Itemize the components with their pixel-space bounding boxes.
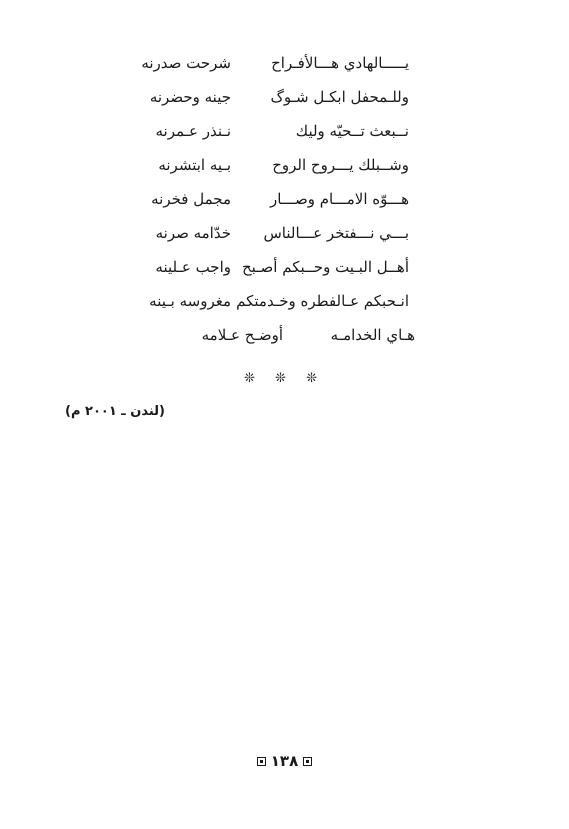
verse-line: [0, 120, 569, 154]
final-verse-line: [0, 324, 569, 356]
page-number: ١٣٨: [270, 752, 299, 770]
final-second-hemistich: أوضـح عـلامه: [201, 326, 283, 344]
final-first-hemistich: هـاي الخدامـه: [330, 326, 415, 344]
verse-first-hemistich: يـــــالهادي هـــالأفـراح: [271, 54, 409, 72]
place-date-note: (لندن ـ ٢٠٠١ م): [65, 404, 165, 419]
verse-second-hemistich: خدّامه صرنه: [155, 224, 231, 242]
page-number-footer: [0, 752, 569, 770]
verse-first-hemistich: نــبعث تــحيّه وليك: [295, 122, 409, 140]
verse-line: [0, 188, 569, 222]
verse-second-hemistich: شرحت صدرنه: [141, 54, 231, 72]
verse-first-hemistich: وللـمحفل ابكـل شـوگ: [270, 88, 409, 106]
verse-line: [0, 154, 569, 188]
verse-second-hemistich: مجمل فخرنه: [151, 190, 231, 208]
verse-line: [0, 86, 569, 120]
verse-second-hemistich: مغروسه بـينه: [149, 292, 231, 310]
verse-first-hemistich: أهــل البـيت وحــبكم أصـبح: [241, 258, 409, 276]
verse-first-hemistich: بـــي نـــفتخر عـــالناس: [263, 224, 409, 242]
verse-first-hemistich: وشــبلك يـــروح الروح: [272, 156, 409, 174]
verse-second-hemistich: جينه وحضرنه: [149, 88, 231, 106]
verse-line: [0, 52, 569, 86]
verse-line: [0, 290, 569, 324]
verse-line: [0, 256, 569, 290]
verse-second-hemistich: واجب عـلينه: [155, 258, 231, 276]
verse-line: [0, 222, 569, 256]
verse-second-hemistich: نـنذر عـمرنه: [155, 122, 231, 140]
verse-first-hemistich: هـــوّه الامـــام وصـــار: [269, 190, 409, 208]
verse-first-hemistich: انـحبكم عـالفطره وخـدمتكم: [236, 292, 409, 310]
verse-second-hemistich: بـيه ابتشرنه: [158, 156, 231, 174]
square-ornament-icon: [257, 757, 266, 766]
square-ornament-icon: [303, 757, 312, 766]
poem: [0, 52, 569, 356]
section-separator: ❊ ❊ ❊: [244, 371, 325, 386]
